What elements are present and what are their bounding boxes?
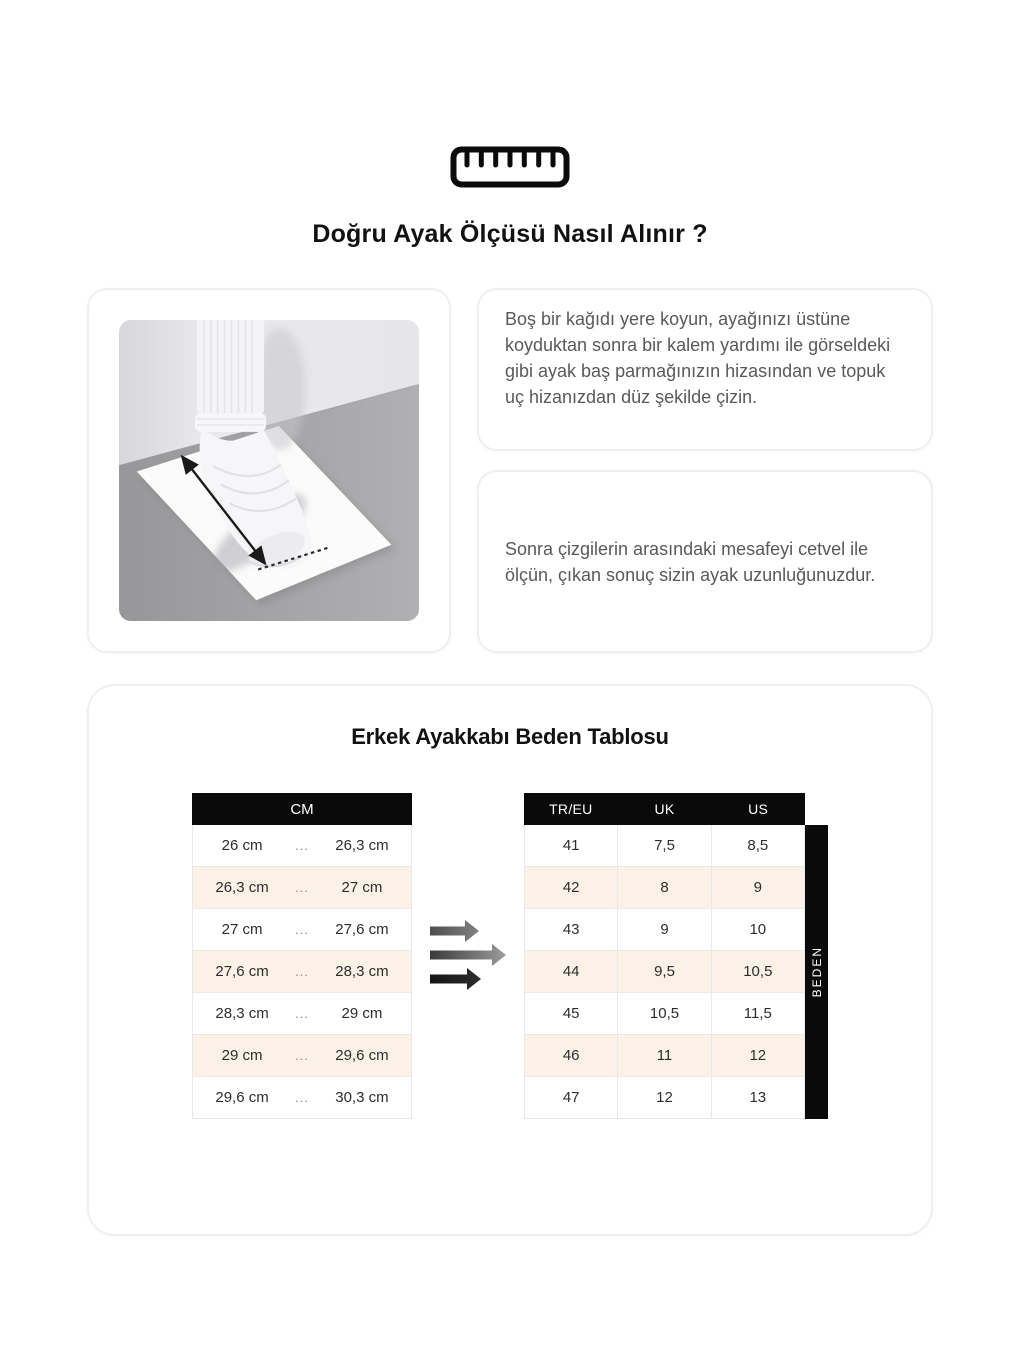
size-table-row <box>525 1077 804 1119</box>
beden-side-bar <box>805 825 828 1119</box>
size-cell-uk: 9 <box>618 909 711 950</box>
instruction-card-1 <box>477 288 933 451</box>
cm-table-row <box>193 909 411 951</box>
size-cell-uk: 9,5 <box>618 951 711 992</box>
size-cell-tr-eu: 43 <box>525 909 618 950</box>
transfer-arrows-wrap <box>430 918 506 997</box>
cm-table-row <box>193 1077 411 1119</box>
cm-range-to: 29,6 cm <box>335 1047 389 1064</box>
cm-range-dots: ... <box>295 1048 309 1063</box>
cm-range-from: 26,3 cm <box>215 879 269 896</box>
instruction-cards-column <box>477 288 933 653</box>
page-title: Doğru Ayak Ölçüsü Nasıl Alınır ? <box>312 220 708 248</box>
cm-range-dots: ... <box>295 838 309 853</box>
size-tables-row <box>89 793 931 1119</box>
size-cell-tr-eu: 42 <box>525 867 618 908</box>
col-header-us: US <box>748 801 769 817</box>
cm-range-from: 29 cm <box>221 1047 263 1064</box>
cm-range-to: 26,3 cm <box>335 837 389 854</box>
size-table-row <box>525 909 804 951</box>
instruction-text-2: Sonra çizgilerin arasındaki mesafeyi cetvel ile ölçün, çıkan sonuç sizin ayak uzunluğunuzdur. <box>505 538 876 585</box>
size-table-row <box>525 1035 804 1077</box>
size-cell-uk: 11 <box>618 1035 711 1076</box>
cm-range-dots: ... <box>295 880 309 895</box>
size-cell-us: 10,5 <box>743 963 773 980</box>
transfer-arrows-icon <box>430 918 506 992</box>
cm-range-to: 28,3 cm <box>335 963 389 980</box>
size-cell-tr-eu: 41 <box>525 825 618 866</box>
measurement-photo-frame <box>119 320 419 621</box>
size-cell-us: 10 <box>749 921 767 938</box>
international-size-table-wrap <box>524 793 828 1119</box>
size-cell-tr-eu: 44 <box>525 951 618 992</box>
size-table-row <box>525 951 804 993</box>
cm-range-from: 29,6 cm <box>215 1089 269 1106</box>
size-cell-us: 12 <box>749 1047 767 1064</box>
cm-range-to: 29 cm <box>341 1005 383 1022</box>
beden-side-label: BEDEN <box>809 946 824 998</box>
cm-table-row <box>193 1035 411 1077</box>
cm-table-row <box>193 951 411 993</box>
cm-range-to: 27,6 cm <box>335 921 389 938</box>
cm-table <box>192 793 412 1119</box>
size-cell-tr-eu: 46 <box>525 1035 618 1076</box>
cm-table-row <box>193 867 411 909</box>
cm-range-from: 27 cm <box>221 921 263 938</box>
col-header-tr-eu: TR/EU <box>549 801 593 817</box>
cm-range-to: 30,3 cm <box>335 1089 389 1106</box>
size-cell-us: 11,5 <box>743 1005 772 1022</box>
size-table-rows <box>524 825 805 1119</box>
size-table-row <box>525 993 804 1035</box>
instruction-text-1: Boş bir kağıdı yere koyun, ayağınızı üstüne koyduktan sonra bir kalem yardımı ile görseldeki gibi ayak baş parmağınızın hizasından ve topuk uç hizanızdan düz şekilde çizin. <box>505 309 891 407</box>
instruction-card-2 <box>477 470 933 653</box>
cm-range-dots: ... <box>295 1006 309 1021</box>
size-table-card <box>87 684 933 1236</box>
ruler-icon <box>450 146 570 188</box>
cm-range-from: 27,6 cm <box>215 963 269 980</box>
cm-range-from: 28,3 cm <box>215 1005 269 1022</box>
size-table-row <box>525 867 804 909</box>
foot-measurement-photo <box>119 320 419 621</box>
cm-range-dots: ... <box>295 1090 309 1105</box>
cm-table-row <box>193 993 411 1035</box>
ruler-icon-wrap <box>0 146 1020 188</box>
size-cell-uk: 12 <box>618 1077 711 1118</box>
size-table-title: Erkek Ayakkabı Beden Tablosu <box>351 724 669 749</box>
cm-table-row <box>193 825 411 867</box>
size-cell-us: 9 <box>753 879 762 896</box>
cm-range-to: 27 cm <box>341 879 383 896</box>
size-cell-uk: 8 <box>618 867 711 908</box>
size-cell-us: 13 <box>749 1089 767 1106</box>
size-cell-us: 8,5 <box>747 837 769 854</box>
size-table-row <box>525 825 804 867</box>
cm-range-dots: ... <box>295 922 309 937</box>
measurement-photo-card <box>87 288 451 653</box>
size-table-header-row <box>524 793 805 825</box>
col-header-uk: UK <box>654 801 675 817</box>
cm-range-dots: ... <box>295 964 309 979</box>
size-cell-tr-eu: 47 <box>525 1077 618 1118</box>
size-cell-uk: 7,5 <box>618 825 711 866</box>
size-cell-tr-eu: 45 <box>525 993 618 1034</box>
cm-table-rows <box>192 825 412 1119</box>
cm-table-header: CM <box>192 793 412 825</box>
instructions-section <box>87 288 933 653</box>
size-cell-uk: 10,5 <box>618 993 711 1034</box>
international-size-table <box>524 793 805 1119</box>
cm-range-from: 26 cm <box>221 837 263 854</box>
